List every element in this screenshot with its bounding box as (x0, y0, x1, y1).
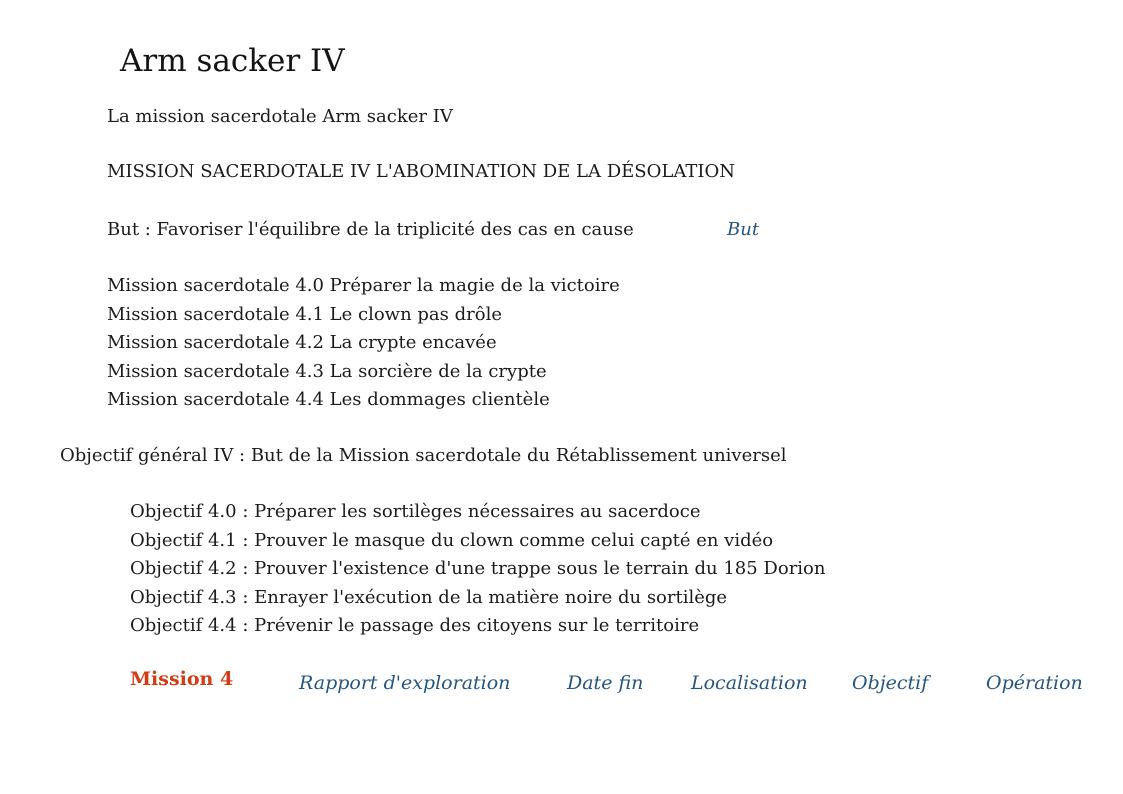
mission-list-item: Mission sacerdotale 4.2 La crypte encavée (107, 332, 497, 354)
rapport-exploration-link[interactable]: Rapport d'exploration (299, 672, 511, 694)
objectif-list-item: Objectif 4.2 : Prouver l'existence d'une trappe sous le terrain du 185 Dorion (130, 558, 826, 580)
page-subtitle: La mission sacerdotale Arm sacker IV (107, 106, 453, 127)
but-line: But : Favoriser l'équilibre de la triplicité des cas en cause (107, 219, 634, 240)
page-title: Arm sacker IV (120, 43, 345, 79)
objectif-list (130, 498, 825, 641)
mission4-label[interactable]: Mission 4 (130, 668, 234, 690)
objectif-list-item: Objectif 4.0 : Préparer les sortilèges nécessaires au sacerdoce (130, 501, 701, 522)
objectif-general-line: Objectif général IV : But de la Mission sacerdotale du Rétablissement universel (60, 445, 787, 466)
objectif-list-item: Objectif 4.4 : Prévenir le passage des citoyens sur le territoire (130, 615, 700, 637)
date-fin-link[interactable]: Date fin (567, 672, 644, 694)
but-link[interactable]: But (727, 219, 760, 240)
mission-list (107, 272, 620, 415)
mission-list-item: Mission sacerdotale 4.0 Préparer la magie de la victoire (107, 275, 620, 296)
mission-list-item: Mission sacerdotale 4.3 La sorcière de la crypte (107, 360, 547, 382)
objectif-list-item: Objectif 4.3 : Enrayer l'exécution de la matière noire du sortilège (130, 586, 728, 608)
operation-link[interactable]: Opération (986, 672, 1083, 694)
localisation-link[interactable]: Localisation (691, 672, 808, 694)
mission-heading: MISSION SACERDOTALE IV L'ABOMINATION DE LA DÉSOLATION (107, 161, 735, 182)
objectif-list-item: Objectif 4.1 : Prouver le masque du clown comme celui capté en vidéo (130, 529, 774, 551)
mission-list-item: Mission sacerdotale 4.1 Le clown pas drôle (107, 303, 502, 325)
mission-list-item: Mission sacerdotale 4.4 Les dommages clientèle (107, 389, 550, 411)
objectif-link[interactable]: Objectif (852, 672, 929, 694)
